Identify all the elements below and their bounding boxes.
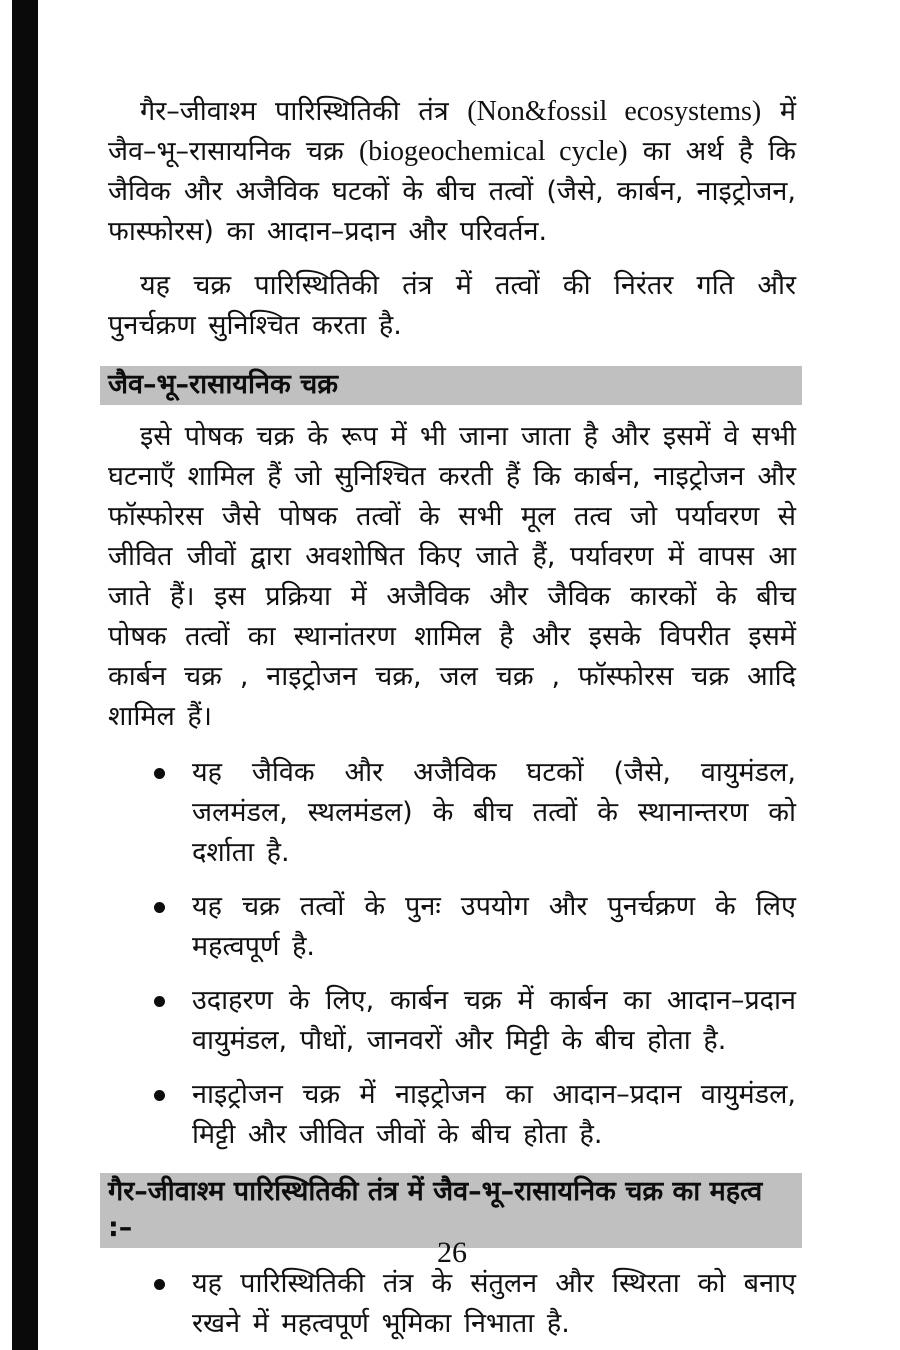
bullet-text: यह चक्र तत्वों के पुनः उपयोग और पुनर्चक्रण के लिए महत्वपूर्ण है. bbox=[192, 891, 796, 962]
intro-hindi-text-3: का अर्थ है कि जैविक और अजैविक घटकों के बीच तत्वों (जैसे, कार्बन, नाइट्रोजन, फास्फोरस) का आदान–प्रदान और परिवर्तन. bbox=[108, 136, 796, 247]
intro-english-term-2: (biogeochemical cycle) bbox=[358, 136, 628, 167]
page-number: 26 bbox=[437, 1236, 467, 1269]
intro-hindi-text-1: गैर–जीवाश्म पारिस्थितिकी तंत्र bbox=[140, 96, 468, 127]
bullet-text: यह पारिस्थितिकी तंत्र के संतुलन और स्थिरता को बनाए रखने में महत्वपूर्ण भूमिका निभाता है. bbox=[192, 1268, 796, 1339]
bullet-icon bbox=[154, 902, 165, 913]
section-heading-biogeochemical-cycle: जैव–भू–रासायनिक चक्र bbox=[100, 366, 802, 405]
section-heading-importance: गैर–जीवाश्म पारिस्थितिकी तंत्र में जैव–भू–रासायनिक चक्र का महत्व :– bbox=[100, 1173, 802, 1248]
paragraph-cycle-role: यह चक्र पारिस्थितिकी तंत्र में तत्वों की निरंतर गति और पुनर्चक्रण सुनिश्चित करता है. bbox=[108, 270, 796, 341]
bullet-item-transfer bbox=[108, 753, 796, 873]
bullet-item-nitrogen-example bbox=[108, 1075, 796, 1155]
bullet-item-reuse bbox=[108, 887, 796, 967]
paragraph-nutrient-cycle: इसे पोषक चक्र के रूप में भी जाना जाता है और इसमें वे सभी घटनाएँ शामिल हैं जो सुनिश्चित करती हैं कि कार्बन, नाइट्रोजन और फॉस्फोरस जैसे पोषक तत्वों के सभी मूल तत्व जो पर्यावरण से जीवित जीवों द्वारा अवशोषित किए जाते हैं, पर्यावरण में वापस आ जाते हैं। इस प्रक्रिया में अजैविक और जैविक कारकों के बीच पोषक तत्वों का स्थानांतरण शामिल है और इसके विपरीत इसमें कार्बन चक्र , नाइट्रोजन चक्र, जल चक्र , फॉस्फोरस चक्र आदि शामिल हैं। bbox=[108, 421, 796, 732]
bullet-icon bbox=[154, 1279, 165, 1290]
bullet-text: उदाहरण के लिए, कार्बन चक्र में कार्बन का आदान–प्रदान वायुमंडल, पौधों, जानवरों और मिट्टी के बीच होता है. bbox=[192, 985, 796, 1056]
intro-hindi-text-2: में जैव–भू–रासायनिक चक्र bbox=[108, 96, 797, 167]
bullet-list-biogeochemical bbox=[108, 753, 796, 1155]
bullet-text: यह जैविक और अजैविक घटकों (जैसे, वायुमंडल, जलमंडल, स्थलमंडल) के बीच तत्वों के स्थानान्तरण को दर्शाता है. bbox=[192, 757, 796, 868]
bullet-item-carbon-example bbox=[108, 981, 796, 1061]
page-content bbox=[108, 0, 796, 1344]
scan-edge-bar bbox=[12, 0, 38, 1350]
bullet-text: नाइट्रोजन चक्र में नाइट्रोजन का आदान–प्रदान वायुमंडल, मिट्टी और जीवित जीवों के बीच होता है. bbox=[192, 1079, 796, 1150]
intro-english-term-1: (Non&fossil ecosystems) bbox=[467, 96, 762, 127]
bullet-icon bbox=[154, 1090, 165, 1101]
bullet-item-balance-stability bbox=[108, 1264, 796, 1344]
paragraph-intro bbox=[108, 92, 796, 252]
bullet-icon bbox=[154, 996, 165, 1007]
bullet-list-importance bbox=[108, 1264, 796, 1344]
bullet-icon bbox=[154, 768, 165, 779]
